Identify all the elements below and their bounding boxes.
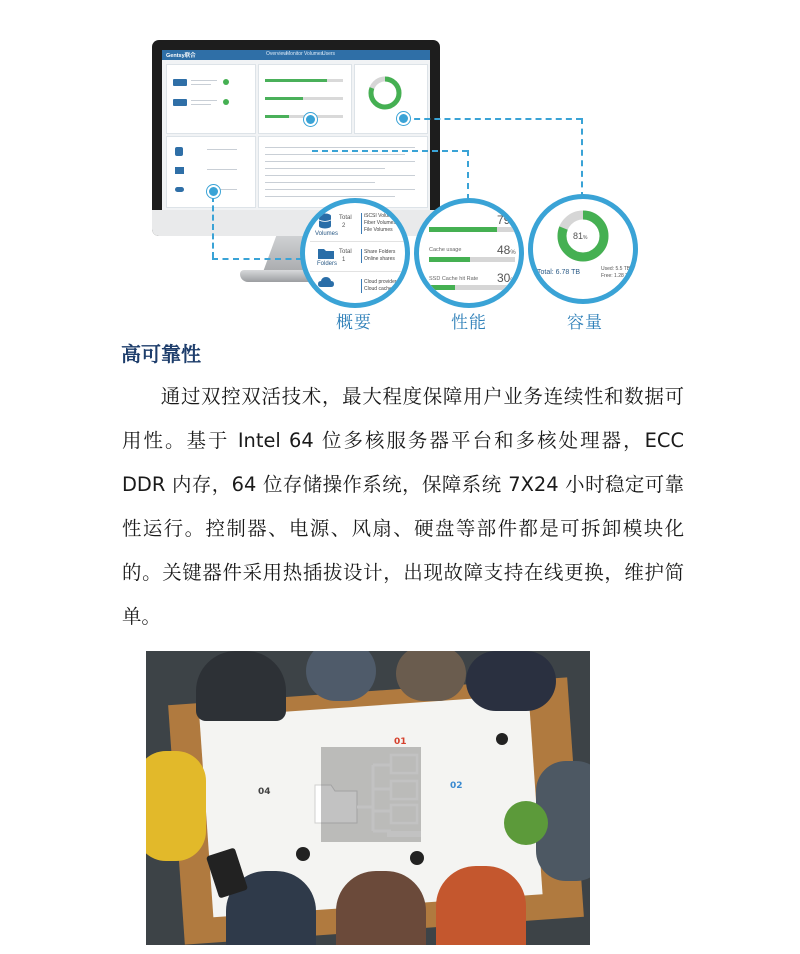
performance-bubble	[414, 198, 524, 308]
person-silhouette	[466, 651, 556, 711]
perf-percent: 48%	[497, 243, 516, 257]
performance-label: 性能	[451, 313, 487, 333]
list-item: Fiber Volumes	[364, 220, 396, 226]
person-silhouette	[146, 751, 206, 861]
screen-panel-log	[258, 136, 428, 208]
status-ok-icon	[223, 79, 229, 85]
connector-line	[404, 118, 582, 120]
coffee-cup	[410, 851, 424, 865]
folder-icon	[175, 167, 184, 174]
cloud-icon	[175, 187, 184, 192]
connector-line	[467, 150, 469, 200]
screen-panel-capacity	[354, 64, 428, 134]
perf-row-label: Cache usage	[429, 247, 462, 253]
connector-line	[581, 118, 583, 198]
tab-volumes[interactable]: Volumes	[304, 51, 324, 57]
card-number: 04	[258, 787, 271, 797]
connector-line	[312, 150, 468, 152]
perf-fill	[429, 227, 497, 232]
graphic-shadow	[321, 747, 421, 842]
connector-line	[212, 196, 214, 258]
app-logo: Gentsy联合	[166, 53, 196, 59]
overview-total-label: Total	[339, 215, 352, 221]
capacity-label: 容量	[567, 313, 603, 333]
coffee-cup	[296, 847, 310, 861]
list-item: Cloud cache	[364, 286, 392, 292]
person-silhouette	[436, 866, 526, 945]
perf-percent: 30%	[497, 271, 516, 285]
capacity-total: Total: 6.78 TB	[537, 269, 581, 276]
connector-dot	[397, 112, 410, 125]
screen-donut-chart	[355, 65, 425, 131]
person-silhouette	[396, 651, 466, 701]
capacity-free: Free: 1.28 TB	[601, 273, 632, 279]
plant	[504, 801, 548, 845]
overview-folder-list	[361, 249, 395, 263]
app-header-bar	[162, 50, 430, 60]
list-item: Online shares	[364, 256, 395, 262]
cloud-icon	[318, 277, 334, 287]
list-item: Cloud provider	[364, 279, 397, 285]
capacity-used: Used: 5.5 TB	[601, 266, 631, 272]
perf-percent: 79%	[497, 213, 516, 227]
overview-bubble	[300, 198, 410, 308]
tab-monitor[interactable]: Monitor	[286, 51, 303, 57]
overview-volume-list	[361, 213, 397, 234]
tab-overview[interactable]: Overview	[266, 51, 287, 57]
overview-row-name: Folders	[317, 261, 338, 267]
overview-total-count: 2	[342, 223, 346, 229]
list-item: Share Folders	[364, 249, 396, 255]
database-icon	[318, 213, 332, 229]
capacity-bubble	[528, 194, 638, 304]
card-number: 01	[394, 737, 407, 747]
card-number: 02	[450, 781, 463, 791]
overview-cloud-list	[361, 279, 397, 293]
monitor	[152, 40, 440, 236]
list-item: iSCSI Volumes	[364, 213, 398, 219]
connector-dot	[207, 185, 220, 198]
tab-users[interactable]: Users	[322, 51, 336, 57]
donut-percent: 81%	[573, 231, 588, 241]
coffee-cup	[496, 733, 508, 745]
perf-row-label: SSD Cache hit Rate	[429, 276, 479, 282]
overview-total-count: 1	[342, 257, 346, 263]
monitor-screen	[162, 50, 430, 210]
overview-label: 概要	[336, 313, 372, 333]
overview-total-label: Total	[339, 249, 352, 255]
hero-illustration	[0, 0, 800, 335]
device-icon	[173, 79, 187, 86]
capacity-donut-chart	[533, 199, 633, 299]
person-silhouette	[306, 651, 376, 701]
perf-fill	[429, 285, 455, 290]
overview-row-name: Volumes	[315, 231, 339, 237]
connector-line	[212, 258, 302, 260]
database-icon	[175, 147, 183, 156]
section-heading: 高可靠性	[121, 342, 201, 366]
folder-icon	[318, 247, 334, 259]
screen-panel-system	[166, 64, 256, 134]
person-silhouette	[196, 651, 286, 721]
list-item: File Volumes	[364, 227, 393, 233]
section-body-text: 通过双控双活技术，最大程度保障用户业务连续性和数据可用性。基于 Intel 64 位多核服务器平台和多核处理器，ECC DDR 内存，64 位存储操作系统，保障系统 7X24 小时稳定可靠性运行。控制器、电源、风扇、硬盘等部件都是可拆卸模块化的。关键器件采用热插拔设计，出现故障支持在线更换，维护简单。	[122, 385, 684, 628]
connector-dot	[304, 113, 317, 126]
person-silhouette	[336, 871, 426, 945]
status-ok-icon	[223, 99, 229, 105]
perf-fill	[429, 257, 470, 262]
meeting-table-photo	[146, 651, 590, 945]
device-icon	[173, 99, 187, 106]
